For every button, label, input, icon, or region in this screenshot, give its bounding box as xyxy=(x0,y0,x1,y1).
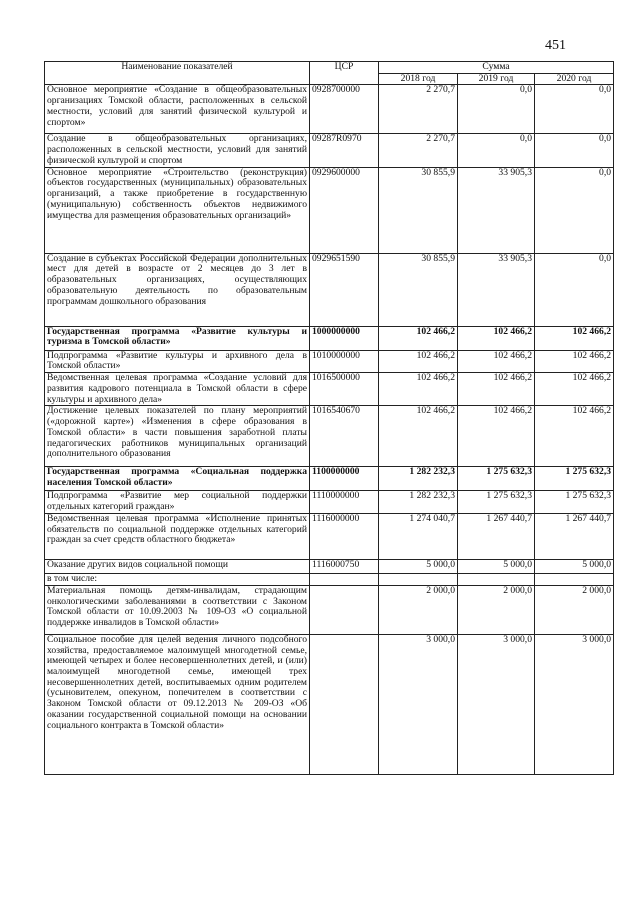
table-row xyxy=(45,350,614,372)
row-name-cell: Материальная помощь детям-инвалидам, страдающим онкологическими заболеваниями в соответствии с Законом Томской области от 10.09.2003 № 109-ОЗ «О социальной поддержке инвалидов в Томской области» xyxy=(45,585,310,634)
row-code-cell: 1010000000 xyxy=(310,350,379,372)
row-code-cell: 1110000000 xyxy=(310,491,379,513)
row-value-2019: 102 466,2 xyxy=(458,373,535,406)
header-year-2018: 2018 год xyxy=(379,73,458,85)
row-value-2020: 0,0 xyxy=(535,167,614,253)
row-value-2019: 102 466,2 xyxy=(458,350,535,372)
row-value-2019: 33 905,3 xyxy=(458,253,535,326)
row-code-cell: 0929600000 xyxy=(310,167,379,253)
table-body xyxy=(45,85,614,774)
row-name-cell: Социальное пособие для целей ведения личного подсобного хозяйства, предоставляемое малоимущей многодетной семье, имеющей четырех и более несовершеннолетних детей, и (или) малоимущей многодетной семье, имеющей трех несовершеннолетних детей, воспитываемых одним родителем (усыновителем, опекуном, попечителем в соответствии с Законом Томской области от 09.12.2013 № 209-ОЗ «Об оказании государственной социальной помощи на основании социального контракта в Томской области» xyxy=(45,634,310,774)
row-name-cell: Государственная программа «Социальная поддержка населения Томской области» xyxy=(45,467,310,491)
header-year-2019: 2019 год xyxy=(458,73,535,85)
row-value-2020: 1 275 632,3 xyxy=(535,491,614,513)
header-year-2020: 2020 год xyxy=(535,73,614,85)
row-name-cell: Оказание других видов социальной помощи xyxy=(45,559,310,573)
row-value-2019: 1 267 440,7 xyxy=(458,513,535,559)
row-value-2019: 1 275 632,3 xyxy=(458,467,535,491)
row-value-2018: 102 466,2 xyxy=(379,373,458,406)
row-code-cell xyxy=(310,634,379,774)
row-code-cell: 0929651590 xyxy=(310,253,379,326)
row-value-2018: 102 466,2 xyxy=(379,326,458,350)
row-code-cell: 1016500000 xyxy=(310,373,379,406)
row-value-2018 xyxy=(379,573,458,585)
table-row xyxy=(45,491,614,513)
row-value-2020: 102 466,2 xyxy=(535,406,614,467)
row-value-2018: 102 466,2 xyxy=(379,350,458,372)
row-code-cell xyxy=(310,585,379,634)
row-name-cell: Ведомственная целевая программа «Создание условий для развития кадрового потенциала в Томской области в сфере культуры и архивного дела» xyxy=(45,373,310,406)
row-value-2019 xyxy=(458,573,535,585)
row-value-2020: 102 466,2 xyxy=(535,326,614,350)
row-value-2019: 102 466,2 xyxy=(458,326,535,350)
row-code-cell xyxy=(310,573,379,585)
header-sum: Сумма xyxy=(379,62,614,74)
row-value-2020: 3 000,0 xyxy=(535,634,614,774)
table-row xyxy=(45,85,614,134)
row-name-cell: Основное мероприятие «Создание в общеобразовательных организациях Томской области, расположенных в сельской местности, условий для занятий физической культурой и спортом» xyxy=(45,85,310,134)
row-value-2018: 1 282 232,3 xyxy=(379,467,458,491)
row-name-cell: Подпрограмма «Развитие мер социальной поддержки отдельных категорий граждан» xyxy=(45,491,310,513)
row-code-cell: 1016540670 xyxy=(310,406,379,467)
row-value-2020 xyxy=(535,573,614,585)
row-value-2020: 102 466,2 xyxy=(535,373,614,406)
row-value-2018: 5 000,0 xyxy=(379,559,458,573)
row-name-cell: Основное мероприятие «Строительство (реконструкция) объектов государственных (муниципальных) образовательных организаций, а также приобретение в государственную (муниципальную) собственность объектов недвижимого имущества для размещения образовательных организаций» xyxy=(45,167,310,253)
row-value-2019: 3 000,0 xyxy=(458,634,535,774)
row-code-cell: 1116000000 xyxy=(310,513,379,559)
row-name-cell: в том числе: xyxy=(45,573,310,585)
row-name-cell: Государственная программа «Развитие культуры и туризма в Томской области» xyxy=(45,326,310,350)
row-value-2018: 1 274 040,7 xyxy=(379,513,458,559)
table-row xyxy=(45,373,614,406)
page-number: 451 xyxy=(545,38,566,53)
table-row xyxy=(45,559,614,573)
header-code: ЦСР xyxy=(310,62,379,85)
row-value-2019: 1 275 632,3 xyxy=(458,491,535,513)
row-value-2020: 0,0 xyxy=(535,253,614,326)
row-name-cell: Подпрограмма «Развитие культуры и архивного дела в Томской области» xyxy=(45,350,310,372)
row-name-cell: Ведомственная целевая программа «Исполнение принятых обязательств по социальной поддержке отдельных категорий граждан за счет средств областного бюджета» xyxy=(45,513,310,559)
table-header xyxy=(45,62,614,85)
row-value-2018: 1 282 232,3 xyxy=(379,491,458,513)
row-code-cell: 09287R0970 xyxy=(310,134,379,167)
row-value-2018: 2 270,7 xyxy=(379,134,458,167)
row-value-2018: 2 000,0 xyxy=(379,585,458,634)
budget-table xyxy=(44,61,614,775)
row-value-2019: 0,0 xyxy=(458,134,535,167)
row-value-2018: 30 855,9 xyxy=(379,253,458,326)
table-row xyxy=(45,134,614,167)
row-code-cell: 1100000000 xyxy=(310,467,379,491)
table-row xyxy=(45,326,614,350)
row-value-2019: 2 000,0 xyxy=(458,585,535,634)
row-code-cell: 1000000000 xyxy=(310,326,379,350)
row-value-2020: 1 267 440,7 xyxy=(535,513,614,559)
row-value-2020: 2 000,0 xyxy=(535,585,614,634)
table-row xyxy=(45,167,614,253)
table-row xyxy=(45,634,614,774)
table-row xyxy=(45,585,614,634)
table-row xyxy=(45,253,614,326)
table-row xyxy=(45,513,614,559)
row-value-2020: 0,0 xyxy=(535,85,614,134)
row-name-cell: Достижение целевых показателей по плану мероприятий («дорожной карте») «Изменения в сфере образования в Томской области» в части повышения заработной платы педагогических работников муниципальных организаций дополнительного образования xyxy=(45,406,310,467)
row-value-2020: 0,0 xyxy=(535,134,614,167)
row-code-cell: 1116000750 xyxy=(310,559,379,573)
row-value-2018: 3 000,0 xyxy=(379,634,458,774)
row-value-2020: 5 000,0 xyxy=(535,559,614,573)
table-row xyxy=(45,406,614,467)
row-value-2019: 5 000,0 xyxy=(458,559,535,573)
row-code-cell: 0928700000 xyxy=(310,85,379,134)
row-name-cell: Создание в субъектах Российской Федерации дополнительных мест для детей в возрасте от 2 месяцев до 3 лет в образовательных организациях, осуществляющих образовательную деятельность по образовательным программам дошкольного образования xyxy=(45,253,310,326)
header-name: Наименование показателей xyxy=(45,62,310,85)
table-row xyxy=(45,573,614,585)
row-value-2020: 102 466,2 xyxy=(535,350,614,372)
table-row xyxy=(45,467,614,491)
row-name-cell: Создание в общеобразовательных организациях, расположенных в сельской местности, условий для занятий физической культурой и спортом xyxy=(45,134,310,167)
row-value-2019: 102 466,2 xyxy=(458,406,535,467)
row-value-2018: 30 855,9 xyxy=(379,167,458,253)
row-value-2018: 2 270,7 xyxy=(379,85,458,134)
row-value-2019: 0,0 xyxy=(458,85,535,134)
row-value-2019: 33 905,3 xyxy=(458,167,535,253)
row-value-2018: 102 466,2 xyxy=(379,406,458,467)
row-value-2020: 1 275 632,3 xyxy=(535,467,614,491)
